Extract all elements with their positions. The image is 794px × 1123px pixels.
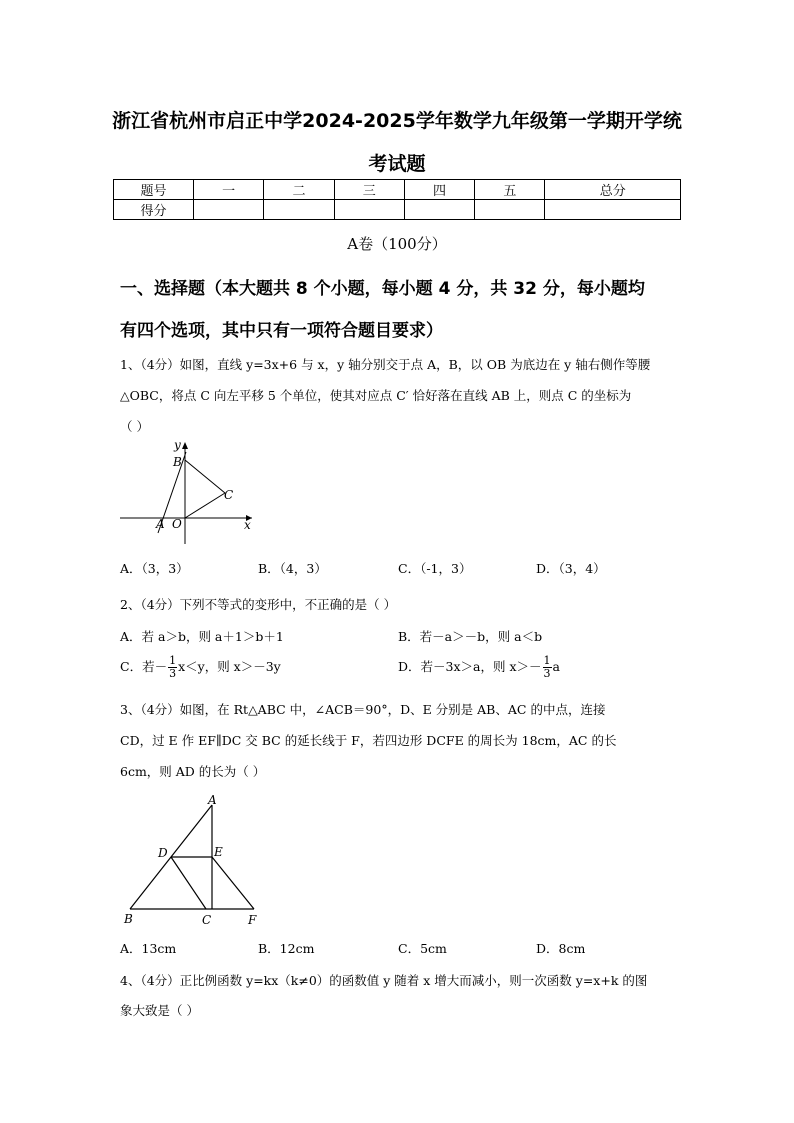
label-e: E xyxy=(214,845,223,859)
q2-stem: 2、（4分）下列不等式的变形中，不正确的是（ ） xyxy=(120,597,397,612)
q3-stem-line1: 3、（4分）如图，在 Rt△ABC 中，∠ACB＝90°，D、E 分别是 AB、AC 的中点，连接 xyxy=(120,702,606,717)
q1-option-a[interactable]: A．（3，3） xyxy=(120,561,189,576)
fraction-numerator: 1 xyxy=(169,654,177,667)
score-input-cell xyxy=(404,200,474,220)
q1-option-b[interactable]: B．（4，3） xyxy=(258,561,327,576)
q3-option-c[interactable]: C．5cm xyxy=(398,941,447,956)
label-f: F xyxy=(248,913,257,925)
q2-option-c-prefix: C．若－ xyxy=(120,659,168,674)
fraction-denominator: 3 xyxy=(169,667,177,680)
exam-title-line1: 浙江省杭州市启正中学2024-2025学年数学九年级第一学期开学统 xyxy=(112,110,682,132)
q4-stem-line1: 4、（4分）正比例函数 y=kx（k≠0）的函数值 y 随着 x 增大而减小，则一次函数 y=x+k 的图 xyxy=(120,973,648,988)
section1-heading-line2: 有四个选项，其中只有一项符合题目要求） xyxy=(120,321,443,341)
q3-stem-line3: 6cm，则 AD 的长为（ ） xyxy=(120,764,266,779)
q2-option-d[interactable] xyxy=(398,655,560,680)
q1-option-d[interactable]: D．（3，4） xyxy=(536,561,606,576)
label-b: B xyxy=(124,912,133,925)
q1-stem-line1: 1、（4分）如图，直线 y=3x+6 与 x，y 轴分别交于点 A，B，以 OB 为底边在 y 轴右侧作等腰 xyxy=(120,357,651,372)
q4-stem-line2: 象大致是（ ） xyxy=(120,1003,199,1018)
segment-oc xyxy=(185,493,225,518)
q3-option-b[interactable]: B．12cm xyxy=(258,941,315,956)
q1-option-c[interactable]: C．（-1，3） xyxy=(398,561,472,576)
q1-stem-line2: △OBC，将点 C 向左平移 5 个单位，使其对应点 C′ 恰好落在直线 AB 上，则点 C 的坐标为 xyxy=(120,388,632,403)
fraction-denominator: 3 xyxy=(543,667,551,680)
score-input-cell xyxy=(475,200,545,220)
q3-option-a[interactable]: A．13cm xyxy=(120,941,177,956)
q3-stem-line2: CD，过 E 作 EF∥DC 交 BC 的延长线于 F，若四边形 DCFE 的周长为 18cm，AC 的长 xyxy=(120,733,617,748)
segment-dc xyxy=(171,857,206,909)
label-c: C xyxy=(202,913,212,925)
label-o: O xyxy=(172,517,182,531)
score-cell: 一 xyxy=(194,180,264,200)
q2-option-c-suffix: x＜y，则 x＞－3y xyxy=(178,659,281,674)
label-b: B xyxy=(173,455,182,469)
score-cell: 总分 xyxy=(545,180,681,200)
segment-bc xyxy=(185,460,225,493)
q2-option-b[interactable]: B．若－a＞－b，则 a＜b xyxy=(398,629,543,644)
score-input-cell xyxy=(264,200,334,220)
q2-option-c[interactable] xyxy=(120,655,281,680)
q2-option-a[interactable]: A．若 a＞b，则 a＋1＞b＋1 xyxy=(120,629,284,644)
q3-option-d[interactable]: D．8cm xyxy=(536,941,586,956)
score-table-score-row xyxy=(114,200,681,220)
score-cell: 五 xyxy=(475,180,545,200)
label-a: A xyxy=(156,517,165,531)
fraction-one-third xyxy=(543,655,552,680)
score-input-cell xyxy=(334,200,404,220)
label-c: C xyxy=(224,488,234,502)
score-table-header-row xyxy=(114,180,681,200)
segment-ef xyxy=(212,857,254,909)
label-a: A xyxy=(208,793,217,807)
score-cell: 二 xyxy=(264,180,334,200)
label-d: D xyxy=(158,846,168,860)
q1-figure xyxy=(118,438,256,548)
score-cell: 得分 xyxy=(114,200,194,220)
fraction-one-third xyxy=(168,655,177,680)
score-cell: 题号 xyxy=(114,180,194,200)
label-x: x xyxy=(244,518,251,532)
score-table xyxy=(113,179,681,220)
score-cell: 三 xyxy=(334,180,404,200)
section1-heading-line1: 一、选择题（本大题共 8 个小题，每小题 4 分，共 32 分，每小题均 xyxy=(120,279,645,299)
exam-title-line2: 考试题 xyxy=(368,153,426,175)
volume-label: A卷（100分） xyxy=(347,235,447,253)
q2-option-d-suffix: a xyxy=(552,659,560,674)
y-axis-arrow xyxy=(182,442,188,449)
label-y: y xyxy=(174,438,181,452)
score-input-cell xyxy=(194,200,264,220)
q1-stem-line3: （ ） xyxy=(120,419,149,434)
fraction-numerator: 1 xyxy=(543,654,551,667)
score-cell: 四 xyxy=(404,180,474,200)
q3-figure xyxy=(118,790,268,925)
q2-option-d-prefix: D．若－3x＞a，则 x＞－ xyxy=(398,659,542,674)
score-input-cell xyxy=(545,200,681,220)
